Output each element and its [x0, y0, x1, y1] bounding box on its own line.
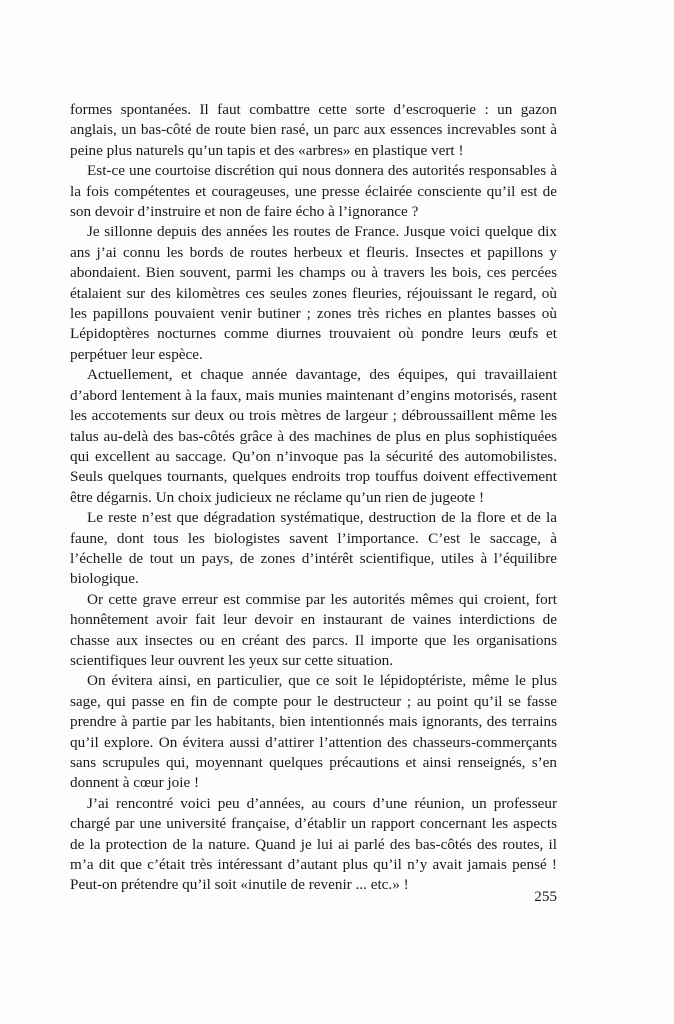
- paragraph: Actuellement, et chaque année davantage, des équipes, qui travaillaient d’abord lentement à la faux, mais munies maintenant d’engins motorisés, rasent les accotements sur deux ou trois mètres de largeur ; débroussaillent même les talus au-delà des bas-côtés grâce à des machines de plus en plus sophistiquées qui excellent au saccage. Qu’on n’invoque pas la sécurité des automobilistes. Seuls quelques tournants, quelques endroits trop touffus doivent effectivement être dégarnis. Un choix judicieux ne réclame qu’un rien de jugeote !: [70, 366, 557, 506]
- paragraph: formes spontanées. Il faut combattre cette sorte d’escroquerie : un gazon anglais, un bas-côté de route bien rasé, un parc aux essences increvables sont à peine plus naturels qu’un tapis et des «arbres» en plastique vert !: [70, 101, 557, 159]
- paragraph: J’ai rencontré voici peu d’années, au cours d’une réunion, un professeur chargé par une université française, d’établir un rapport concernant les aspects de la protection de la nature. Quand je lui ai parlé des bas-côtés des routes, il m’a dit que c’était très intéressant d’autant plus qu’il n’y avait jamais pensé ! Peut-on prétendre qu’il soit «inutile de revenir ... etc.» !: [70, 794, 557, 894]
- page-number: 255: [534, 888, 557, 905]
- paragraph: Je sillonne depuis des années les routes de France. Jusque voici quelque dix ans j’ai connu les bords de routes herbeux et fleuris. Insectes et papillons y abondaient. Bien souvent, parmi les champs ou à travers les bois, ces percées étalaient sur des kilomètres ces seules zones fleuries, réjouissant le regard, où les papillons pouvaient venir butiner ; zones très riches en plantes basses où Lépidoptères nocturnes comme diurnes trouvaient où pondre leurs œufs et perpétuer leur espèce.: [70, 223, 557, 363]
- paragraph: Or cette grave erreur est commise par les autorités mêmes qui croient, fort honnêtement avoir fait leur devoir en instaurant de vaines interdictions de chasse aux insectes ou en créant des parcs. Il importe que les organisations scientifiques leur ouvrent les yeux sur cette situation.: [70, 590, 557, 669]
- body-text: [70, 100, 557, 896]
- paragraph: Est-ce une courtoise discrétion qui nous donnera des autorités responsables à la fois compétentes et courageuses, une presse éclairée consciente qu’il est de son devoir d’instruire et non de faire écho à l’ignorance ?: [70, 162, 557, 221]
- paragraph: On évitera ainsi, en particulier, que ce soit le lépidoptériste, même le plus sage, qui passe en fin de compte pour le destructeur ; au point qu’il se fasse prendre à partie par les habitants, bien intentionnés mais ignorants, des terrains qu’il explore. On évitera aussi d’attirer l’attention des chasseurs-commerçants sans scrupules qui, moyennant quelques précautions et ainsi renseignés, s’en donnent à cœur joie !: [70, 672, 557, 792]
- paragraph: Le reste n’est que dégradation systématique, destruction de la flore et de la faune, dont tous les biologistes savent l’importance. C’est le saccage, à l’échelle de tout un pays, de zones d’intérêt scientifique, utiles à l’équilibre biologique.: [70, 509, 557, 588]
